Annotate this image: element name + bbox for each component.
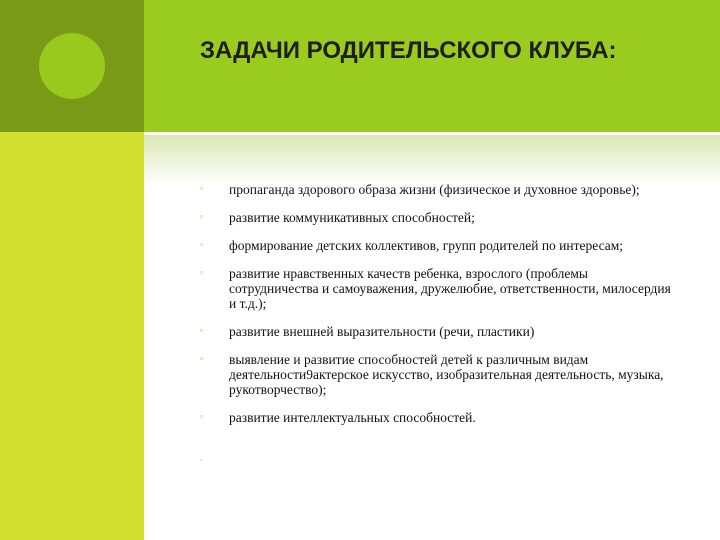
left-bottom-panel	[0, 132, 144, 540]
list-item	[200, 182, 680, 197]
bullet-icon: ▫	[200, 353, 204, 363]
list-item-text: развитие интеллектуальных способностей.	[229, 410, 476, 425]
list-item	[200, 266, 680, 311]
list-item-text: развитие коммуникативных способностей;	[229, 210, 475, 225]
list-item	[200, 352, 680, 397]
empty-bullet-icon: ▫	[200, 458, 203, 464]
bullet-icon: ▫	[200, 183, 204, 193]
list-item-text: развитие нравственных качеств ребенка, взрослого (проблемы сотрудничества и самоуважения, дружелюбие, ответственности, милосердия и т.д.);	[229, 266, 671, 311]
bullet-icon: ▫	[200, 239, 204, 249]
bullet-icon: ▫	[200, 211, 204, 221]
decorative-circle	[39, 33, 105, 99]
list-item-text: развитие внешней выразительности (речи, пластики)	[229, 324, 535, 339]
list-item	[200, 210, 680, 225]
list-item-text: формирование детских коллективов, групп родителей по интересам;	[229, 238, 624, 253]
slide-title: ЗАДАЧИ РОДИТЕЛЬСКОГО КЛУБА:	[200, 37, 617, 64]
list-item	[200, 324, 680, 339]
list-item	[200, 238, 680, 253]
list-item-text: выявление и развитие способностей детей к различным видам деятельности9актерское искусство, изобразительная деятельность, музыка, рукотворчество);	[229, 352, 664, 397]
list-item-text: пропаганда здорового образа жизни (физическое и духовное здоровье);	[229, 182, 640, 197]
bullet-icon: ▫	[200, 325, 204, 335]
bullet-icon: ▫	[200, 411, 204, 421]
header-gradient	[144, 135, 720, 187]
list-item	[200, 410, 680, 425]
task-list	[200, 182, 680, 438]
bullet-icon: ▫	[200, 267, 204, 277]
